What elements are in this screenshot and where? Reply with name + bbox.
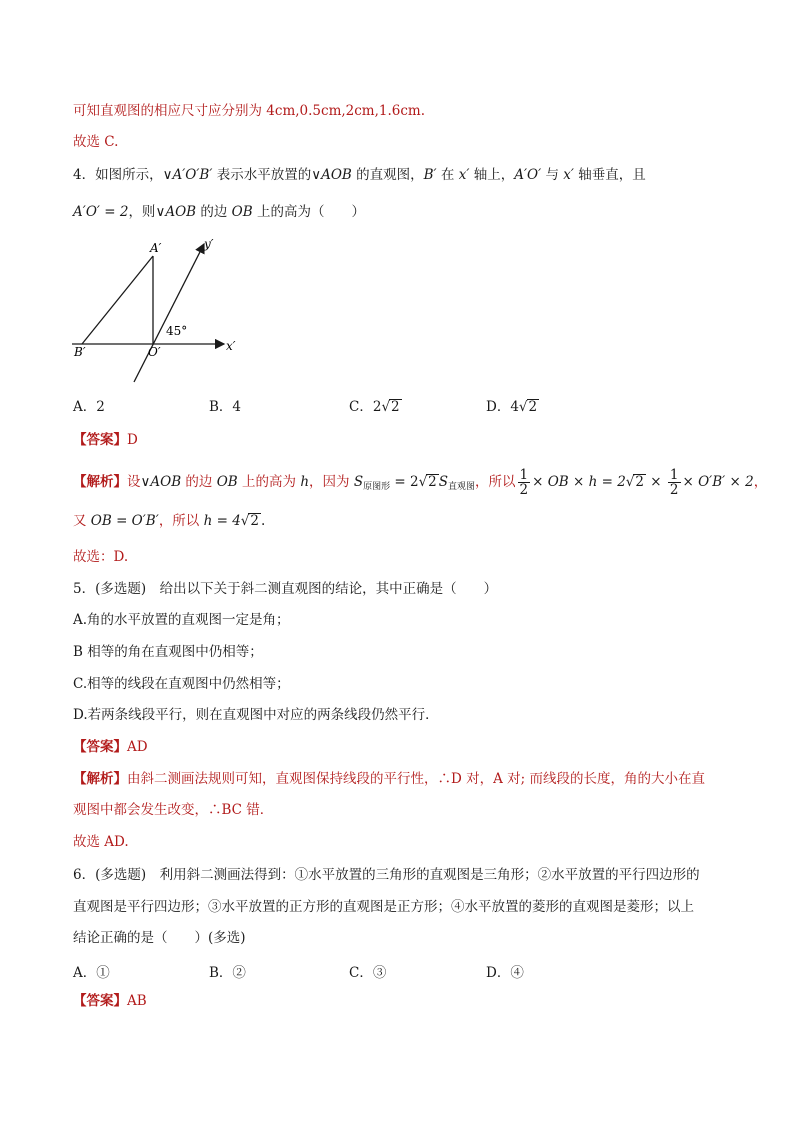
label-b: B′: [74, 345, 86, 359]
q4-analysis-line1: 【解析】设∨AOB 的边 OB 上的高为 h，因为 $S_{原图形} = 2√2$ $S_{直观图}$，所以 $\frac{1}{2}$ × OB × h = 2√2 × $\frac{1}{2}$ × O′B′ × 2，: [73, 467, 768, 498]
q6-answer: 【答案】AB: [73, 993, 147, 1009]
label-x: x′: [226, 339, 236, 353]
q5-statement-d: D.若两条线段平行，则在直观图中对应的两条线段仍然平行．: [73, 707, 439, 723]
q5-analysis-line2: 观图中都会发生改变，∴BC 错．: [73, 802, 274, 818]
label-y: y′: [204, 237, 214, 251]
label-a: A′: [150, 241, 162, 255]
q4-analysis-line2: 又 OB = O′B′，所以 h = 4√2 .: [73, 513, 266, 529]
q4-option-b: B．4: [209, 399, 242, 415]
q4-stem-line2: A′O′ = 2，则∨AOB 的边 OB 上的高为（ ）: [73, 204, 365, 220]
q6-option-d: D．④: [486, 965, 524, 981]
q4-final: 故选：D.: [73, 549, 129, 565]
q6-option-a: A．①: [73, 965, 110, 981]
q6-stem-line3: 结论正确的是（ ）(多选): [73, 930, 246, 946]
q5-title: 5．(多选题) 给出以下关于斜二测直观图的结论，其中正确是（ ）: [73, 581, 498, 597]
q4-option-c: C．2√2: [349, 399, 400, 415]
q5-analysis-line1: 【解析】由斜二测画法规则可知，直观图保持线段的平行性，∴D 对，A 对; 而线段的长度，角的大小在直: [73, 771, 705, 787]
choose-c: 故选 C.: [73, 134, 119, 150]
y-axis: [134, 244, 204, 382]
label-o: O′: [148, 345, 161, 359]
q4-figure: [68, 232, 248, 384]
q5-statement-c: C.相等的线段在直观图中仍然相等；: [73, 676, 290, 692]
q5-statement-a: A.角的水平放置的直观图一定是角；: [73, 612, 290, 628]
q6-option-c: C．③: [349, 965, 387, 981]
label-angle: 45°: [166, 324, 188, 338]
q4-option-d: D．4√2: [486, 399, 538, 415]
segment-ab: [82, 256, 153, 344]
q5-answer: 【答案】AD: [73, 739, 148, 755]
q5-statement-b: B 相等的角在直观图中仍相等；: [73, 644, 263, 660]
q6-stem-line2: 直观图是平行四边形；③水平放置的正方形的直观图是正方形；④水平放置的菱形的直观图是菱形；以上: [73, 899, 694, 915]
q6-stem-line1: 6．(多选题) 利用斜二测画法得到：①水平放置的三角形的直观图是三角形；②水平放置的平行四边形的: [73, 867, 700, 883]
q4-answer: 【答案】D: [73, 432, 138, 448]
q4-stem-line1: 4．如图所示，∨A′O′B′ 表示水平放置的∨AOB 的直观图，B′ 在 x′ 轴上，A′O′ 与 x′ 轴垂直，且: [73, 167, 646, 183]
q5-final: 故选 AD.: [73, 834, 129, 850]
q4-option-a: A．2: [73, 399, 105, 415]
q6-option-b: B．②: [209, 965, 246, 981]
solution-continuation: 可知直观图的相应尺寸应分别为 4cm,0.5cm,2cm,1.6cm.: [73, 103, 426, 119]
